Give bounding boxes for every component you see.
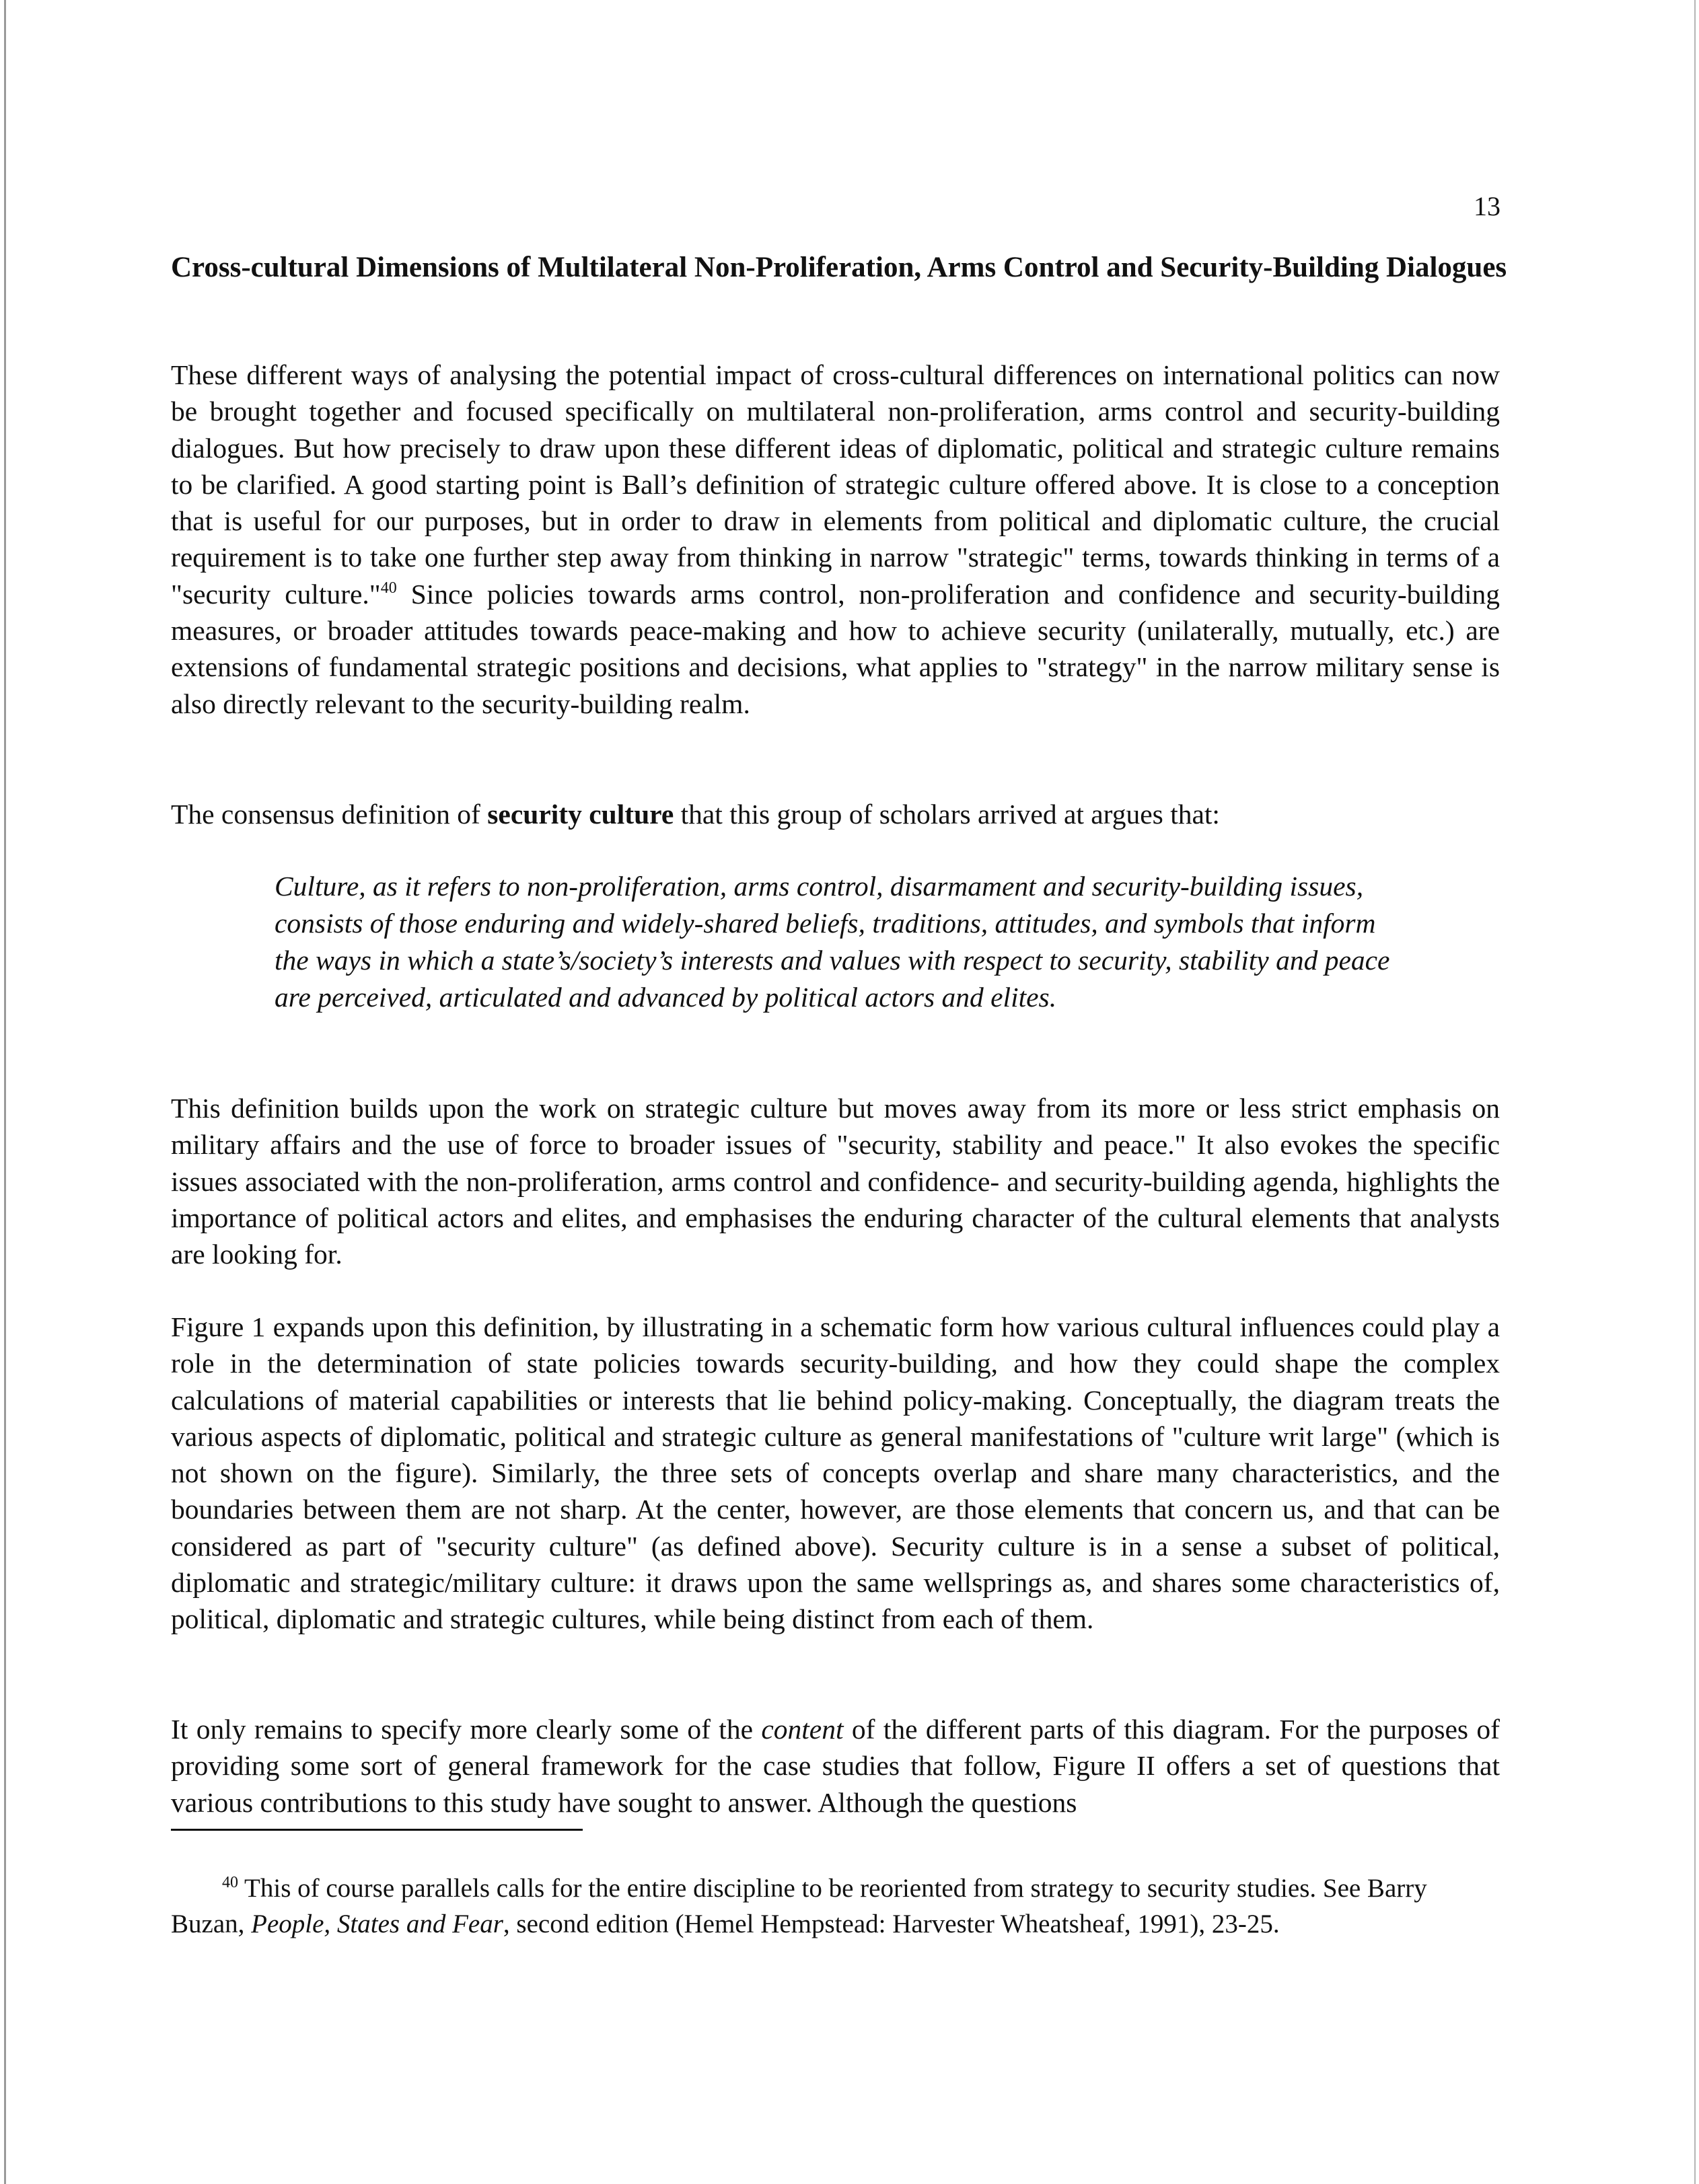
paragraph-3: This definition builds upon the work on strategic culture but moves away from its more or less strict emphasis on military affairs and the use of force to broader issues of "security, stability and peace." It also evokes the specific issues associated with the non-proliferation, arms control and confidence- and security-building agenda, highlights the importance of political actors and elites, and emphasises the enduring character of the cultural elements that analysts are looking for. [171,1093,1500,1270]
page-left-edge [4,0,6,2184]
paragraph-1-text-continued: Since policies towards arms control, non-proliferation and confidence and security-building measures, or broader attitudes towards peace-making and how to achieve security (unilaterally, mutually, etc.) are extensions of fundamental strategic positions and decisions, what applies to "strategy" in the narrow military sense is also directly relevant to the security-building realm. [171,578,1500,719]
page-right-edge [1694,0,1696,2184]
section-heading: Cross-cultural Dimensions of Multilateral Non-Proliferation, Arms Control and Security-Building Dialogues [171,252,1507,283]
paragraph-1 [171,357,1500,722]
definition-block-quote: Culture, as it refers to non-proliferation, arms control, disarmament and security-building issues, consists of those enduring and widely-shared beliefs, traditions, attitudes, and symbols that inform the ways in which a state’s/society’s interests and values with respect to security, stability and peace are perceived, articulated and advanced by political actors and elites. [275,871,1390,1013]
footnote-text-before: This of course parallels calls for the entire discipline to be reoriented from strategy to security studies. See Barry Buzan, [171,1874,1427,1938]
paragraph-1-text: These different ways of analysing the potential impact of cross-cultural differences on international politics can now be brought together and focused specifically on multilateral non-proliferation, arms control and security-building dialogues. But how precisely to draw upon these different ideas of diplomatic, political and strategic culture remains to be clarified. A good starting point is Ball’s definition of strategic culture offered above. It is close to a conception that is useful for our purposes, but in order to draw in elements from political and diplomatic culture, the crucial requirement is to take one further step away from thinking in narrow "strategic" terms, towards thinking in terms of a "security culture." [171,359,1500,610]
paragraph-2-after: that this group of scholars arrived at argues that: [674,799,1220,830]
footnote-text-after: , second edition (Hemel Hempstead: Harvester Wheatsheaf, 1991), 23-25. [503,1909,1280,1938]
paragraph-2 [171,796,1500,832]
paragraph-4: Figure 1 expands upon this definition, by illustrating in a schematic form how various cultural influences could play a role in the determination of state policies towards security-building, and how they could shape the complex calculations of material capabilities or interests that lie behind policy-making. Conceptually, the diagram treats the various aspects of diplomatic, political and strategic culture as general manifestations of "culture writ large" (which is not shown on the figure). Similarly, the three sets of concepts overlap and share many characteristics, and the boundaries between them are not sharp. At the center, however, are those elements that concern us, and that can be considered as part of "security culture" (as defined above). Security culture is in a sense a subset of political, diplomatic and strategic/military culture: it draws upon the same wellsprings as, and shares some characteristics of, political, diplomatic and strategic cultures, while being distinct from each of them. [171,1311,1500,1635]
paragraph-5 [171,1711,1500,1821]
footnote-reference: 40 [380,579,397,597]
security-culture-term: security culture [487,799,674,830]
paragraph-5-after: of the different parts of this diagram. For the purposes of providing some sort of general framework for the case studies that follow, Figure II offers a set of questions that various contributions to this study have sought to answer. Although the questions [171,1714,1500,1818]
footnote-book-title: People, States and Fear [251,1909,503,1938]
footnote [171,1865,1500,1942]
page-number: 13 [1474,191,1501,221]
footnote-separator [171,1829,583,1831]
footnote-marker: 40 [222,1874,238,1891]
paragraph-2-before: The consensus definition of [171,799,488,830]
paragraph-5-before: It only remains to specify more clearly some of the [171,1714,762,1745]
content-emphasis: content [761,1714,844,1745]
